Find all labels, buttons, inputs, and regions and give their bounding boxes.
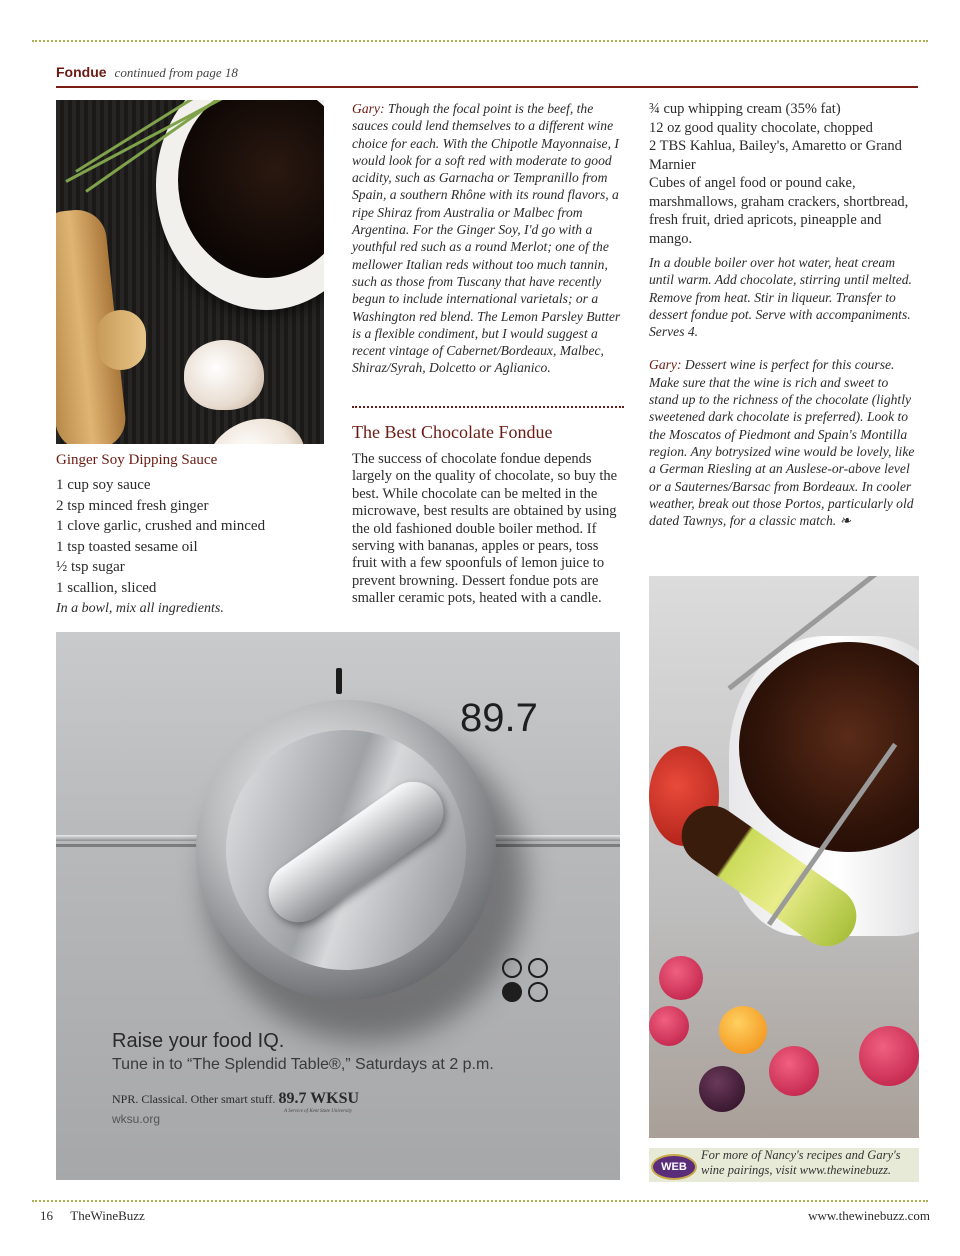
ad-station-sub: A Service of Kent State University <box>284 1109 353 1114</box>
ingredient-list <box>649 100 919 248</box>
ginger-soy-recipe <box>56 452 326 618</box>
ingredient: ½ tsp sugar <box>56 559 125 575</box>
recipe-intro: The success of chocolate fondue depends largely on the quality of chocolate, so buy the best. While chocolate can be melted in the microwave, best results are obtained by using the old fashioned double boiler method. If serving with bananas, apples or pears, toss fruit with a few spoonfuls of lemon juice to prevent browning. Dessert fondue pots are smaller ceramic pots, heated with a candle. <box>352 451 618 607</box>
page-number: 16 <box>40 1208 53 1223</box>
bottom-dotted-rule <box>32 1200 928 1202</box>
ingredient: 1 clove garlic, crushed and minced <box>56 518 266 534</box>
ginger-soy-photo <box>56 100 324 444</box>
gary-label: Gary: <box>352 101 385 116</box>
ingredient: Cubes of angel food or pound cake, marshmallows, graham crackers, shortbread, fresh fruit, dried apricots, pineapple and mango. <box>649 175 909 247</box>
raspberry <box>769 1046 819 1096</box>
web-badge-icon: WEB <box>651 1154 697 1180</box>
column-dotted-rule <box>352 406 624 408</box>
ad-url[interactable]: wksu.org <box>112 1112 161 1126</box>
ad-station: 89.7 WKSU <box>278 1090 360 1107</box>
page-header <box>56 64 918 88</box>
gary-wine-note <box>649 356 919 529</box>
dial-indicator <box>336 668 342 694</box>
fruit <box>719 1006 767 1054</box>
ad-headline: Raise your food IQ. <box>112 1030 285 1052</box>
gary-wine-note <box>352 100 624 377</box>
ingredient: 1 cup soy sauce <box>56 477 151 493</box>
recipe-title: The Best Chocolate Fondue <box>352 422 553 442</box>
ingredient: 2 tsp minced fresh ginger <box>56 497 209 514</box>
ingredient-list <box>56 475 326 598</box>
footer-brand: TheWineBuzz <box>70 1208 145 1223</box>
top-dotted-rule <box>32 40 928 42</box>
ingredient: 2 TBS Kahlua, Bailey's, Amaretto or Grand Marnier <box>649 138 902 173</box>
raspberry <box>649 1006 689 1046</box>
recipe-method: In a bowl, mix all ingredients. <box>56 601 224 616</box>
ad-frequency: 89.7 <box>460 696 538 740</box>
ingredient: 12 oz good quality chocolate, chopped <box>649 119 873 136</box>
chocolate-fondue-intro <box>352 422 624 608</box>
recipe-method: In a double boiler over hot water, heat cream until warm. Add chocolate, stirring until melted. Remove from heat. Stir in liqueur. Transfer to dessert fondue pot. Serve with accompaniments. Serves 4. <box>649 255 912 340</box>
gary-note-text: Dessert wine is perfect for this course. Make sure that the wine is rich and sweet to stand up to the richness of the chocolate (lightly sweetened dark chocolate is preferred). Look to the Moscatos of Piedmont and Spain's Montilla region. Any botrysized wine would be lovely, like a German Riesling at an Auslese-or-above level or a Sauternes/Barsac from Bordeaux. In cooler weather, break out those Portos, particularly old dated Tawnys, for a classic match. ❧ <box>649 357 915 529</box>
ingredient: 1 tsp toasted sesame oil <box>56 538 198 555</box>
ad-tagline: Tune in to “The Splendid Table®,” Saturdays at 2 p.m. <box>112 1056 494 1073</box>
grape <box>699 1066 745 1112</box>
gary-label: Gary: <box>649 357 682 373</box>
footer-left <box>40 1208 145 1224</box>
ad-dots-icon <box>502 958 552 1004</box>
continued-note: continued from page 18 <box>114 65 238 80</box>
gary-note-text: Though the focal point is the beef, the sauces could lend themselves to a different wine choice for each. With the Chipotle Mayonnaise, I would look for a soft red with moderate to good acidity, such as Garnacha or Tempranillo from Spain, a southern Rhône with its round flavors, a ripe Shiraz from Australia or Malbec from Argentina. For the Ginger Soy, I'd go with a youthful red such as a round Merlot; one of the mellower Italian reds without too much tannin, such as those from Tuscany that have recently begun to include international varietals; or a Washington red blend. The Lemon Parsley Butter is a flexible condiment, but I would suggest a recent vintage of Cabernet/Bordeaux, Malbec, Shiraz/Syrah, Dolcetto or Aglianico. <box>352 101 621 376</box>
ad-slogan-line <box>112 1090 359 1108</box>
garlic-clove <box>184 340 264 410</box>
section-title: Fondue <box>56 64 107 80</box>
footer-url[interactable]: www.thewinebuzz.com <box>808 1208 930 1223</box>
raspberry <box>859 1026 919 1086</box>
chocolate-fondue-photo <box>649 576 919 1138</box>
ingredient: 1 scallion, sliced <box>56 579 157 596</box>
ingredient: ¾ cup whipping cream (35% fat) <box>649 101 841 117</box>
wksu-radio-ad <box>56 632 620 1180</box>
raspberry <box>659 956 703 1000</box>
web-note-box <box>649 1148 919 1182</box>
recipe-title: Ginger Soy Dipping Sauce <box>56 452 218 468</box>
chocolate-fondue-recipe <box>649 100 919 529</box>
web-note-text[interactable]: For more of Nancy's recipes and Gary's wine pairings, visit www.thewinebuzz. <box>701 1148 901 1177</box>
ad-slogan: NPR. Classical. Other smart stuff. <box>112 1092 276 1106</box>
